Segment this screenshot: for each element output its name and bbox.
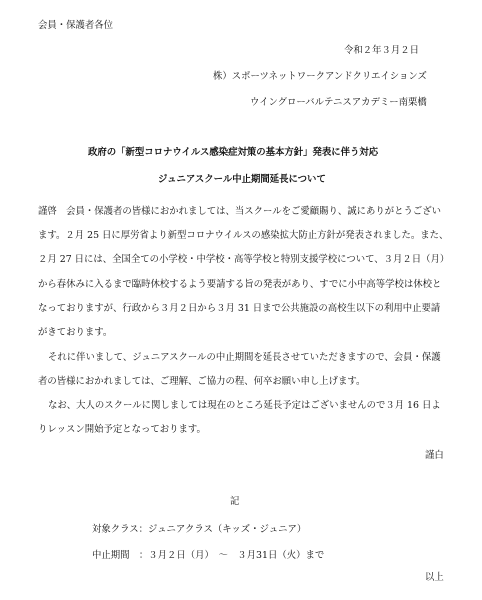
notice-date: 令和２年３月２日 xyxy=(344,45,420,56)
body-line: ２月 27 日には、全国全ての小学校・中学校・高等学校と特別支援学校について、３月２日（月） xyxy=(38,254,450,265)
body-line: から春休みに入るまで臨時休校するよう要請する旨の発表があり、すでに小中高等学校は休校と xyxy=(38,279,442,290)
company-name: 株）スポーツネットワークアンドクリエイションズ xyxy=(213,71,427,82)
closing-salutation: 謹白 xyxy=(425,450,444,461)
ki-heading: 記 xyxy=(230,496,240,507)
body-line: 者の皆様におかれましては、ご理解、ご協力の程、何卒お願い申し上げます。 xyxy=(38,376,366,387)
addressee: 会員・保護者各位 xyxy=(38,20,114,31)
body-line: 謹啓 会員・保護者の皆様におかれましては、当スクールをご愛顧賜り、誠にありがとうござい xyxy=(38,206,441,217)
ijo-ending: 以上 xyxy=(425,572,444,583)
notice-title-line1: 政府の「新型コロナウイルス感染症対策の基本方針」発表に伴う対応 xyxy=(88,147,379,158)
body-line: なお、大人のスクールに関しましては現在のところ延長予定はございませんので３月 16 日よ xyxy=(48,400,441,411)
notice-title-line2: ジュニアスクール中止期間延長について xyxy=(158,174,326,185)
target-class: 対象クラス：ジュニアクラス（キッズ・ジュニア） xyxy=(92,524,307,535)
body-line: りレッスン開始予定となっております。 xyxy=(38,424,206,435)
body-line: ます。２月 25 日に厚労省より新型コロナウイルスの感染拡大防止方針が発表されました。また、 xyxy=(38,230,449,241)
body-line: がきております。 xyxy=(38,327,113,338)
academy-name: ウイングローバルテニスアカデミー南栗橋 xyxy=(250,97,427,108)
body-line: それに伴いまして、ジュニアスクールの中止期間を延長させていただきますので、会員・保護 xyxy=(48,352,441,363)
suspension-period: 中止期間 ：３月２日（月） ～ ３月31日（火）まで xyxy=(92,550,325,561)
body-line: なっておりますが、行政から３月２日から３月 31 日まで公共施設の高校生以下の利用中止要請 xyxy=(38,303,441,314)
